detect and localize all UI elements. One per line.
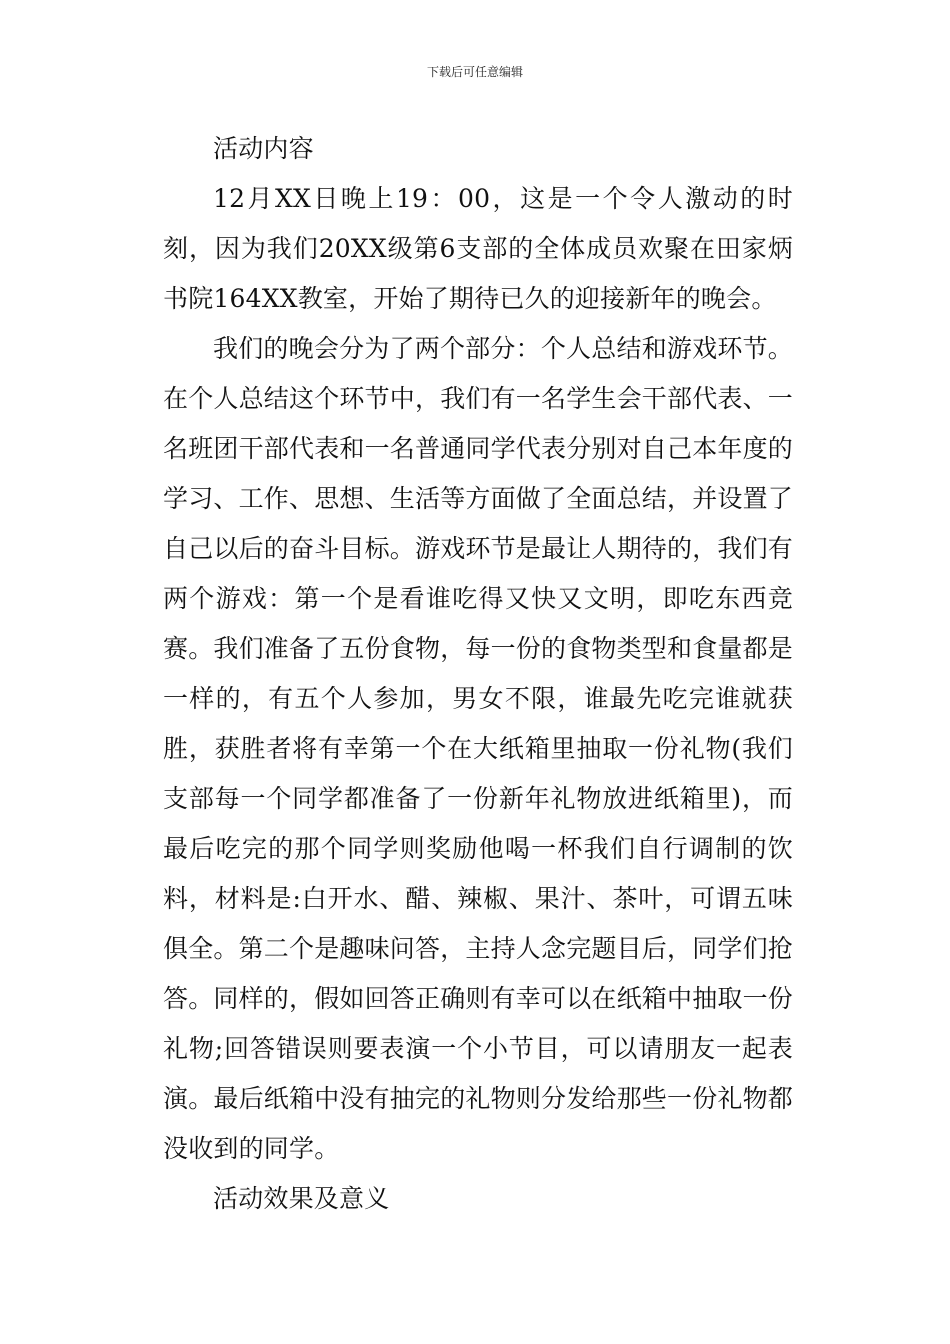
section-heading-activity-effect: 活动效果及意义 <box>213 1184 390 1213</box>
section-heading-activity-content: 活动内容 <box>213 134 314 163</box>
paragraph-event-time: 12月XX日晚上19：00，这是一个令人激动的时刻，因为我们20XX级第6支部的全体成员欢聚在田家炳书院164XX教室，开始了期待已久的迎接新年的晚会。 <box>163 184 793 313</box>
page-header-note: 下载后可任意编辑 <box>426 65 523 79</box>
document-body <box>163 124 793 1224</box>
paragraph-event-program: 我们的晚会分为了两个部分：个人总结和游戏环节。在个人总结这个环节中，我们有一名学生会干部代表、一名班团干部代表和一名普通同学代表分别对自己本年度的学习、工作、思想、生活等方面做了全面总结，并设置了自己以后的奋斗目标。游戏环节是最让人期待的，我们有两个游戏：第一个是看谁吃得又快又文明，即吃东西竞赛。我们准备了五份食物，每一份的食物类型和食量都是一样的，有五个人参加，男女不限，谁最先吃完谁就获胜，获胜者将有幸第一个在大纸箱里抽取一份礼物(我们支部每一个同学都准备了一份新年礼物放进纸箱里)，而最后吃完的那个同学则奖励他喝一杯我们自行调制的饮料，材料是:白开水、醋、辣椒、果汁、茶叶，可谓五味俱全。第二个是趣味问答，主持人念完题目后，同学们抢答。同样的，假如回答正确则有幸可以在纸箱中抽取一份礼物;回答错误则要表演一个小节目，可以请朋友一起表演。最后纸箱中没有抽完的礼物则分发给那些一份礼物都没收到的同学。 <box>163 334 794 1163</box>
